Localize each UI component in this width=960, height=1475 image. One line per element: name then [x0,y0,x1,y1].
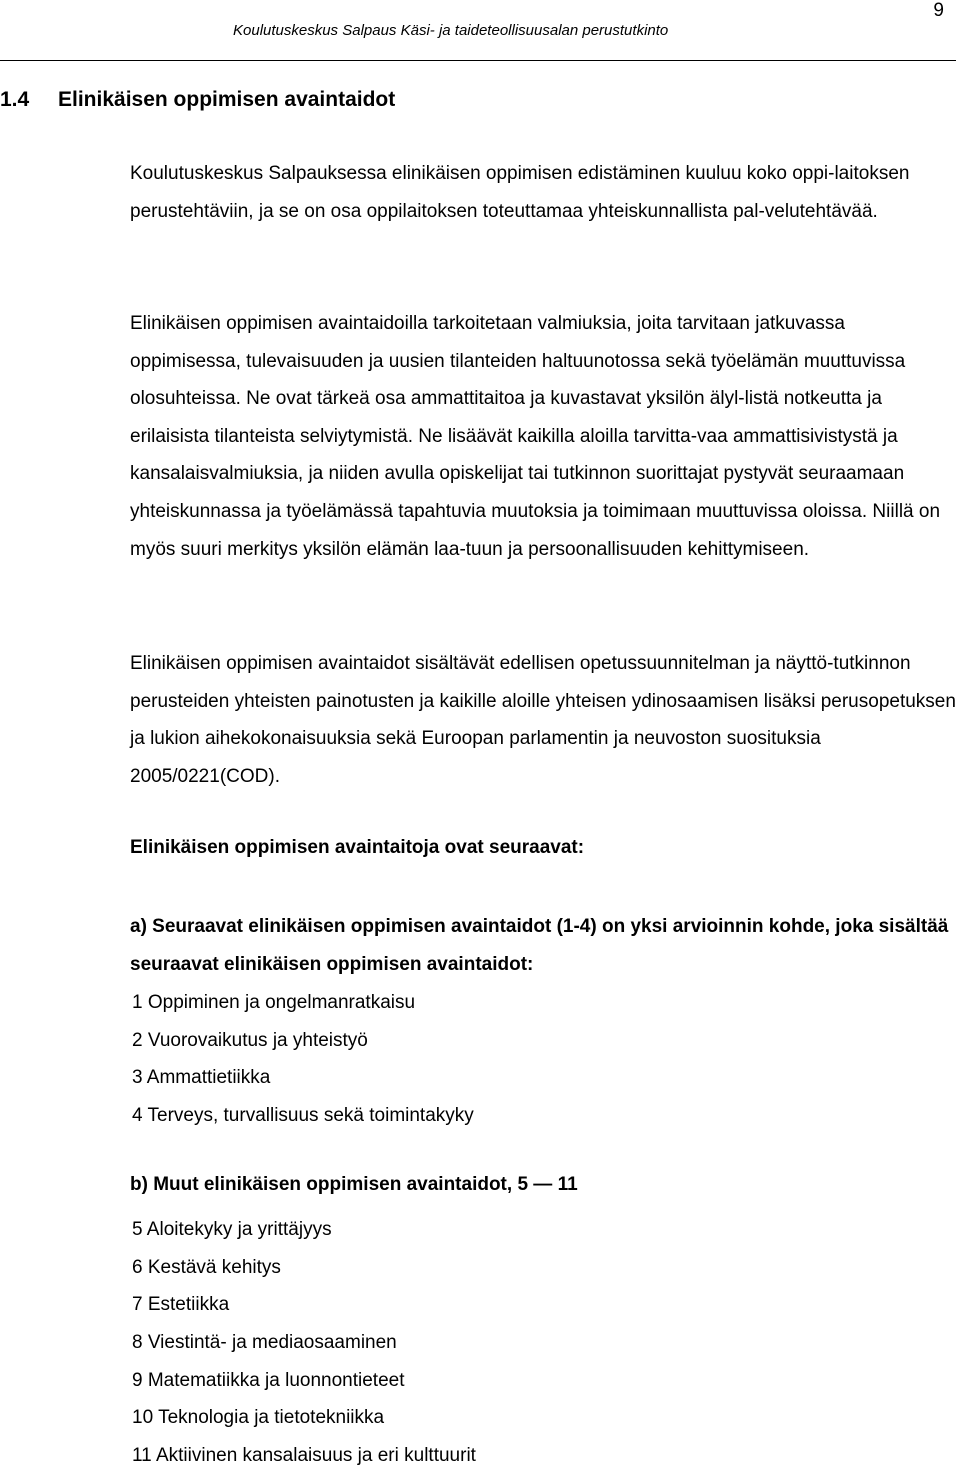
group-b-heading: b) Muut elinikäisen oppimisen avaintaidot, 5 — 11 [130,1174,578,1195]
paragraph-definition [130,305,956,568]
list-item: 9 Matematiikka ja luonnontieteet [132,1369,405,1391]
section-title: Elinikäisen oppimisen avaintaidot [58,88,396,111]
list-item: 11 Aktiivinen kansalaisuus ja eri kulttuurit [132,1445,476,1467]
paragraph-content [130,645,956,795]
list-item: 2 Vuorovaikutus ja yhteistyö [132,1029,368,1051]
section-number: 1.4 [0,88,30,111]
list-item: 4 Terveys, turvallisuus sekä toimintakyky [132,1105,474,1127]
section-heading [0,88,395,112]
paragraph-text: Koulutuskeskus Salpauksessa elinikäisen oppimisen edistäminen kuuluu koko oppi-laitoksen perustehtäviin, ja se on osa oppilaitoksen toteuttamaa yhteiskunnallista pal-velutehtävää. [130,163,910,222]
header-divider [0,60,956,61]
paragraph-intro [130,155,956,230]
group-a-heading: a) Seuraavat elinikäisen oppimisen avaintaidot (1-4) on yksi arvioinnin kohde, joka sisältää seuraavat elinikäisen oppimisen avaintaidot: [130,916,949,975]
paragraph-text: Elinikäisen oppimisen avaintaidot sisältävät edellisen opetussuunnitelman ja näyttö-tutkinnon perusteiden yhteisten painotusten ja kaikille aloille yhteisen ydinosaamisen lisäksi perusopetuksen ja lukion aihekokonaisuuksia sekä Euroopan parlamentin ja neuvoston suosituksia 2005/0221(COD). [130,653,956,787]
page-number: 9 [933,0,944,21]
list-item: 6 Kestävä kehitys [132,1256,281,1278]
paragraph-text: Elinikäisen oppimisen avaintaidoilla tarkoitetaan valmiuksia, joita tarvitaan jatkuvassa oppimisessa, tulevaisuuden ja uusien tilanteiden haltuunotossa sekä työelämän muuttuvissa olosuhteissa. Ne ovat tärkeä osa ammattitaitoa ja kuvastavat yksilön älyl-listä notkeutta ja erilaisista tilanteista selviytymistä. Ne lisäävät kaikilla aloilla tarvitta-vaa ammattisivistystä ja kansalaisvalmiuksia, ja niiden avulla opiskelijat tai tutkinnon suorittajat pystyvät seuraamaan yhteiskunnassa ja työelämässä tapahtuvia muutoksia ja toimimaan muuttuvissa oloissa. Niillä on myös suuri merkitys yksilön elämän laa-tuun ja persoonallisuuden kehittymiseen. [130,313,941,560]
list-item: 5 Aloitekyky ja yrittäjyys [132,1219,332,1240]
competences-heading: Elinikäisen oppimisen avaintaitoja ovat seuraavat: [130,837,585,858]
running-header: Koulutuskeskus Salpaus Käsi- ja taideteollisuusalan perustutkinto [233,22,669,39]
list-item: 7 Estetiikka [132,1294,230,1316]
group-b-list [132,1211,476,1475]
list-item: 3 Ammattietiikka [132,1067,271,1089]
group-a-list [132,984,474,1135]
list-item: 1 Oppiminen ja ongelmanratkaisu [132,992,416,1013]
list-item: 10 Teknologia ja tietotekniikka [132,1407,385,1429]
list-item: 8 Viestintä- ja mediaosaaminen [132,1332,397,1354]
